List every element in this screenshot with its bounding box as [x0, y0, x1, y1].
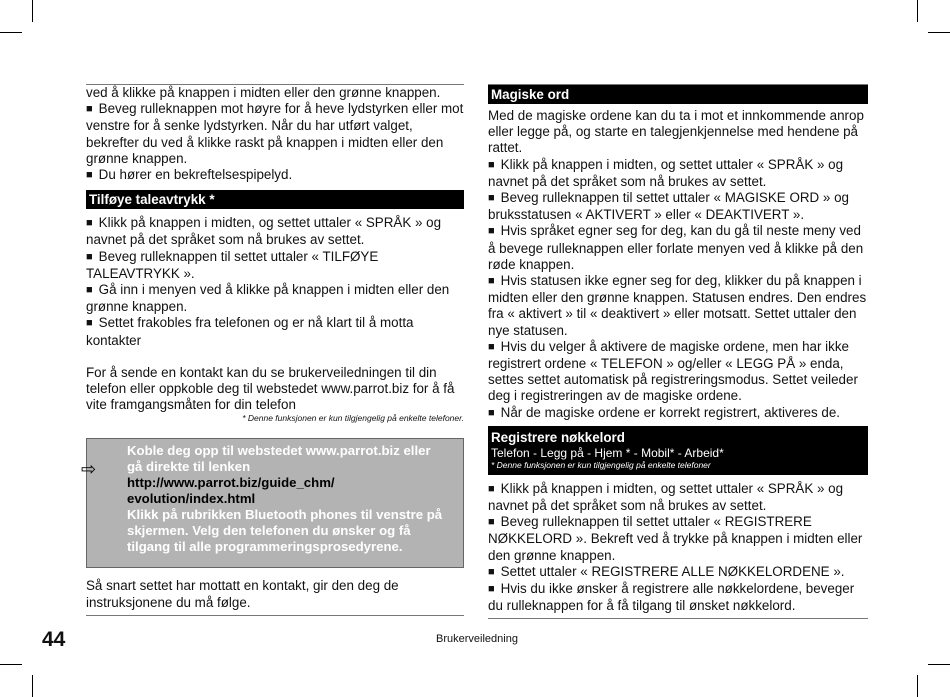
column-rule	[86, 615, 464, 616]
section-heading: Tilføye taleavtrykk *	[86, 190, 464, 209]
list-item: ■ Når de magiske ordene er korrekt registrert, aktiveres de.	[488, 405, 868, 422]
list-item: ■ Gå inn i menyen ved å klikke på knappen i midten eller den grønne knappen.	[86, 282, 464, 315]
crop-mark	[917, 0, 918, 22]
body-paragraph: For å sende en kontakt kan du se brukerveiledningen til din telefon eller oppkoble deg til webstedet www.parrot.biz for å få vite framgangsmåten for din telefon	[86, 364, 455, 413]
list-item: ■ Beveg rulleknappen til settet uttaler « TILFØYE TALEAVTRYKK ».	[86, 249, 464, 282]
page-number: 44	[42, 628, 66, 651]
section-heading: Magiske ord	[488, 85, 868, 104]
column-rule	[488, 618, 868, 619]
arrow-icon: ⇨	[81, 459, 97, 480]
box-text: Klikk på rubrikken Bluetooth phones til venstre på skjermen. Velg den telefonen du ønsker og få tilgang til alle programmeringsprosedyrene.	[127, 507, 443, 555]
list-item: ■ Klikk på knappen i midten, og settet uttaler « SPRÅK » og navnet på det språket som nå brukes av settet.	[488, 157, 868, 190]
footnote: * Denne funksjonen er kun tilgjengelig på enkelte telefoner	[491, 459, 711, 470]
guide-link[interactable]: http://www.parrot.biz/guide_chm/ evolution/index.html	[127, 475, 335, 507]
section-heading: Registrere nøkkelord	[491, 429, 625, 445]
crop-mark	[0, 664, 22, 665]
crop-mark	[0, 32, 22, 33]
list-item: ■ Klikk på knappen i midten, og settet uttaler « SPRÅK » og navnet på det språket som nå brukes av settet.	[86, 215, 464, 248]
footnote: * Denne funksjonen er kun tilgjengelig på enkelte telefoner.	[242, 413, 464, 424]
intro-line: ved å klikke på knappen i midten eller den grønne knappen.	[86, 85, 441, 100]
list-item: ■ Settet frakobles fra telefonen og er nå klart til å motta kontakter	[86, 315, 464, 348]
list-item: ■ Beveg rulleknappen til settet uttaler « MAGISKE ORD » og bruksstatusen « AKTIVERT » eller « DEAKTIVERT ».	[488, 190, 868, 223]
crop-mark	[928, 32, 950, 33]
box-text: Koble deg opp til webstedet www.parrot.biz eller gå direkte til lenken	[127, 443, 431, 475]
body-paragraph: Så snart settet har mottatt en kontakt, gir den deg de instruksjonene du må følge.	[86, 578, 399, 610]
list-item: ■ Hvis du ikke ønsker å registrere alle nøkkelordene, beveger du rulleknappen for å få tilgang til ønsket nøkkelord.	[488, 581, 868, 614]
list-item: ■ Hvis statusen ikke egner seg for deg, klikker du på knappen i midten eller den grønne knappen. Statusen endres. Den endres fra « aktivert » til « deaktivert » eller motsatt. Settet uttaler den nye statusen.	[488, 273, 868, 339]
list-item: ■ Hvis du velger å aktivere de magiske ordene, men har ikke registrert ordene « TELEFON » og/eller « LEGG PÅ » enda, settes settet automatisk på registreringsmodus. Settet veileder deg i registreringen av de magiske ordene.	[488, 339, 868, 405]
keyword-list: Telefon - Legg på - Hjem * - Mobil* - Arbeid*	[491, 445, 724, 460]
list-item: ■ Beveg rulleknappen til settet uttaler « REGISTRERE NØKKELORD ». Bekreft ved å trykke på knappen i midten eller den grønne knappen.	[488, 514, 868, 564]
crop-mark	[32, 0, 33, 22]
crop-mark	[917, 675, 918, 697]
right-column	[488, 84, 868, 619]
list-item: ■ Klikk på knappen i midten, og settet uttaler « SPRÅK » og navnet på det språket som nå brukes av settet.	[488, 481, 868, 514]
body-paragraph: Med de magiske ordene kan du ta i mot et innkommende anrop eller legge på, og starte en talegjenkjennelse med hendene på rattet.	[488, 108, 864, 156]
intro-bullet: ■ Du hører en bekreftelsespipelyd.	[86, 167, 464, 184]
keyword-box	[488, 426, 868, 475]
intro-bullet: ■ Beveg rulleknappen mot høyre for å heve lydstyrken eller mot venstre for å senke lydstyrken. Når du har utført valget, bekrefter du ved å klikke raskt på knappen i midten eller den grønne knappen.	[86, 101, 464, 167]
crop-mark	[32, 675, 33, 697]
list-item: ■ Hvis språket egner seg for deg, kan du gå til neste meny ved å bevege rulleknappen eller forlate menyen ved å klikke på den røde knappen.	[488, 223, 868, 273]
footer-label: Brukerveiledning	[436, 633, 518, 645]
left-column	[81, 84, 464, 616]
list-item: ■ Settet uttaler « REGISTRERE ALLE NØKKELORDENE ».	[488, 564, 868, 581]
crop-mark	[928, 664, 950, 665]
info-box	[81, 438, 464, 568]
